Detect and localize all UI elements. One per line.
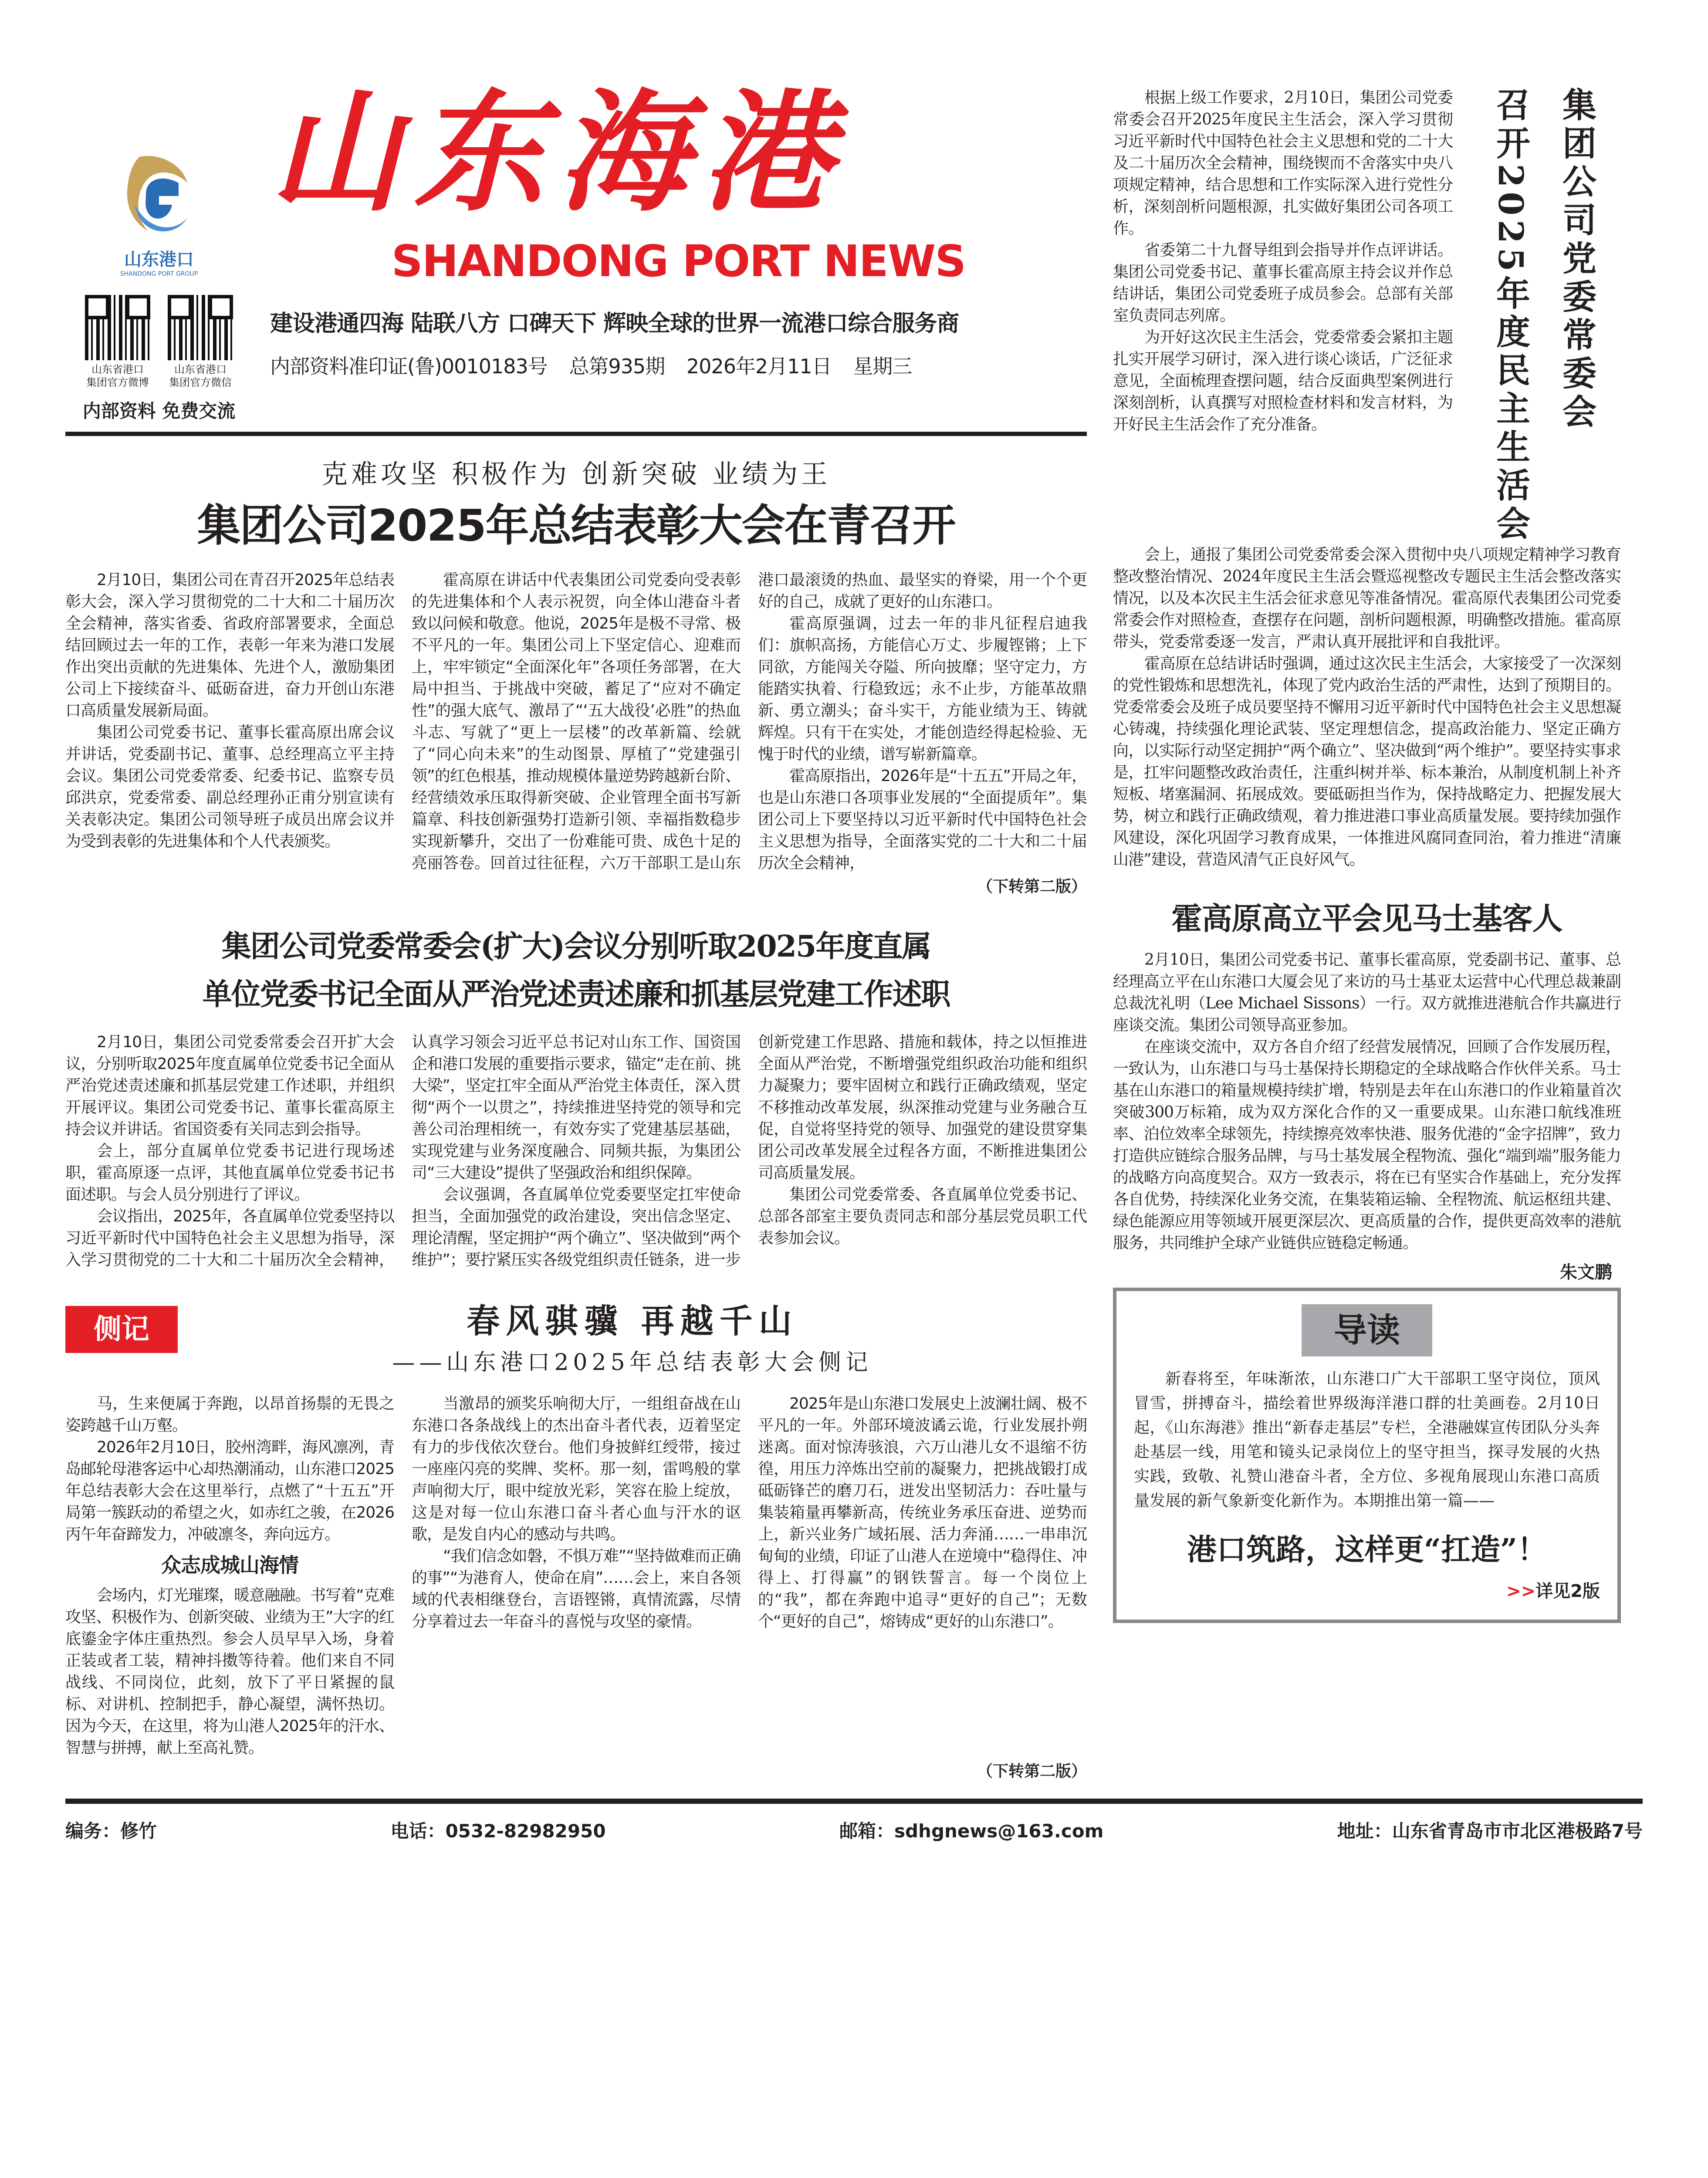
guide-link-text: 详见2版 — [1536, 1581, 1600, 1602]
qr-label-wechat — [168, 363, 233, 389]
side-paragraph: 会上，通报了集团公司党委常委会深入贯彻中央八项规定精神学习教育整改整治情况、2024年度民主生活会暨巡视整改专题民主生活会整改落实情况，以及本次民主生活会征求意见等准备情况。霍高原代表集团公司党委常委会作对照检查，查摆存在问题，剖析问题根源，明确整改措施。霍高原带头，党委常委逐一发言，严肃认真开展批评和自我批评。 — [1113, 546, 1621, 651]
feature-paragraph: 马，生来便属于奔跑，以昂首扬鬃的无畏之姿跨越千山万壑。 — [65, 1395, 394, 1434]
qr-label-line: 山东省港口 — [174, 363, 227, 375]
logo-subtext: SHANDONG PORT GROUP — [120, 271, 198, 277]
sidebar-record-tag: 侧记 — [65, 1306, 178, 1353]
qr-weibo — [85, 295, 150, 389]
side-paragraph: 根据上级工作要求，2月10日，集团公司党委常委会召开2025年度民主生活会，深入学习贯彻习近平新时代中国特色社会主义思想和党的二十大及二十届历次全会精神，围绕锲而不舍落实中央八项规定精神，结合思想和工作实际深入进行党性分析，深刻剖析问题根源，扎实做好集团公司各项工作。 — [1113, 89, 1453, 237]
footer-address: 地址：山东省青岛市市北区港极路7号 — [1337, 1820, 1643, 1842]
maersk-byline: 朱文鹏 — [1560, 1262, 1612, 1283]
footer-email[interactable]: 邮箱：sdhgnews@163.com — [839, 1820, 1104, 1842]
second-article — [65, 923, 1087, 1271]
qr-label-line: 集团官方微信 — [169, 376, 232, 389]
feature-col1 — [65, 1393, 394, 1759]
qr-label-weibo — [85, 363, 150, 389]
shandong-port-logo — [111, 87, 207, 277]
lead-continued-link[interactable]: （下转第二版） — [977, 878, 1087, 896]
logo-text: 山东港口 — [124, 250, 194, 270]
side-headline-col1[interactable]: 集团公司党委常委会 — [1557, 87, 1596, 432]
feature-continued-link[interactable]: （下转第二版） — [977, 1762, 1087, 1780]
left-block — [65, 75, 1087, 1781]
lead-headline[interactable]: 集团公司2025年总结表彰大会在青召开 — [197, 500, 955, 551]
newspaper-title-cn: 山东海港 — [270, 75, 845, 229]
feature-paragraph: 当激昂的颁奖乐响彻大厅，一组组奋战在山东港口各条战线上的杰出奋斗者代表，迈着坚定有力的步伐依次登台。他们身披鲜红绶带，接过一座座闪亮的奖牌、奖杯。那一刻，雷鸣般的掌声响彻大厅，眼中绽放光彩，笑容在脸上绽放，这是对每一位山东港口奋斗者心血与汗水的讴歌，是发自内心的感动与共鸣。 — [412, 1395, 741, 1543]
second-headline-line1[interactable]: 集团公司党委常委会(扩大)会议分别听取2025年度直属 — [221, 929, 931, 964]
maersk-article-body — [1113, 949, 1621, 1254]
guide-link[interactable] — [1134, 1577, 1600, 1602]
guide-text: 新春将至，年味渐浓，山东港口广大干部职工坚守岗位，顶风冒雪，拼搏奋斗，描绘着世界级海洋港口群的壮美画卷。2月10日起，《山东海港》推出“新春走基层”专栏，全港融媒宣传团队分头奔赴基层一线，用笔和镜头记录岗位上的坚守担当，探寻发展的火热实践，致敬、礼赞山港奋斗者，全方位、多视角展现山东港口高质量发展的新气象新变化新作为。本期推出第一篇—— — [1134, 1370, 1600, 1510]
side-article-body-bottom — [1113, 544, 1621, 871]
issue-weekday: 星期三 — [853, 355, 912, 378]
qr-code-wechat-icon[interactable] — [168, 295, 233, 360]
side-article-top — [1113, 87, 1621, 544]
qr-code-weibo-icon[interactable] — [85, 295, 150, 360]
second-headline-line2[interactable]: 单位党委书记全面从严治党述责述廉和抓基层党建工作述职 — [202, 977, 950, 1012]
feature-titles — [178, 1297, 1087, 1380]
lead-paragraph: 霍高原在讲话中代表集团公司党委向受表彰的先进集体和个人表示祝贺，向全体山港奋斗者致以问候和敬意。他说，2025年是极不寻常、极不平凡的一年。集团公司上下坚定信心、迎难而上，牢牢锁定“全面深化年”各项任务部署，在大局中担当、于挑战中突破，蓄足了“应对不确定性”的强大底气、激昂了“‘五大战役’必胜”的热血斗志、写就了“更上一层楼”的改革新篇、绘就了“同心向未来”的生动图景、厚植了“党建强引领”的红色根基，推动规模体量逆势跨越新台阶、经营绩效承压取得新突破、企业管理全面书写新篇章、科技创新强势打造新引领、幸福指数稳步实现新攀升，交出了一份难能可贵、成色十足的亮丽答卷。回首过往征程，六万干部职工是山东港口最滚烫的热血、最坚实的脊梁，用一个个更好的自己，成就了更好的山东港口。 — [412, 571, 1087, 872]
double-arrow-icon: >> — [1506, 1581, 1536, 1602]
second-paragraph: 2月10日，集团公司党委常委会召开扩大会议，分别听取2025年度直属单位党委书记全面从严治党述责述廉和抓基层党建工作述职，并组织开展评议。集团公司党委书记、董事长霍高原主持会议并讲话。省国资委有关同志到会指导。 — [65, 1033, 394, 1138]
feature-paragraph: “我们信念如磐，不惧万难”“坚持做难而正确的事”“为港育人，使命在肩”……会上，来自各领域的代表相继登台，言语铿锵，真情流露，尽情分享着过去一年奋斗的喜悦与攻坚的豪情。 — [412, 1547, 741, 1630]
logo-icon — [122, 152, 196, 244]
maersk-paragraph: 2月10日，集团公司党委书记、董事长霍高原，党委副书记、董事、总经理高立平在山东港口大厦会见了来访的马士基亚太运营中心代理总裁兼副总裁沈礼明（Lee Michael Sissons）一行。双方就推进港航合作共赢进行座谈交流。集团公司领导高亚参加。 — [1113, 951, 1621, 1035]
feature-body — [65, 1393, 1087, 1759]
side-paragraph: 为开好这次民主生活会，党委常委会紧扣主题扎实开展学习研讨，深入进行谈心谈话，广泛征求意见，全面梳理查摆问题，结合反面典型案例进行深刻剖析，认真撰写对照检查材料和发言材料，为开好民主生活会作了充分准备。 — [1113, 328, 1453, 433]
second-paragraph: 会议强调，各直属单位党委要坚定扛牢使命担当，全面加强党的政治建设，突出信念坚定、理论清醒，坚定拥护“两个确立”、坚决做到“两个维护”；要拧紧压实各级党组织责任链条，进一步创新党建工作思路、措施和载体，持之以恒推进全面从严治党，不断增强党组织政治功能和组织力凝聚力；要牢固树立和践行正确政绩观，坚定不移推动改革发展，纵深推动党建与业务融合互促，自觉将坚持党的领导、加强党的建设贯穿集团公司改革发展全过程各方面，不断推进集团公司高质量发展。 — [412, 1033, 1087, 1269]
feature-paragraph: 会场内，灯光璀璨，暖意融融。书写着“克难攻坚、积极作为、创新突破、业绩为王”大字的红底鎏金字体庄重热烈。参会人员早早入场，身着正装或者工装，精神抖擞等待着。他们来自不同战线、不同岗位，此刻，放下了平日紧握的鼠标、对讲机、控制把手，静心凝望，满怀热切。因为今天，在这里，将为山港人2025年的汗水、智慧与拼搏，献上至高礼赞。 — [65, 1586, 394, 1757]
feature-paragraph: 2026年2月10日，胶州湾畔，海风凛冽，青岛邮轮母港客运中心却热潮涌动，山东港口2025年总结表彰大会在这里举行，点燃了“十五五”开局第一簇跃动的希望之火，如赤红之骏，在2026丙午年奋蹄发力，冲破凛冬，奔向远方。 — [65, 1438, 394, 1543]
license-number: 内部资料准印证(鲁)0010183号 — [270, 355, 548, 378]
qr-label-line: 山东省港口 — [91, 363, 144, 375]
side-headline-col2[interactable]: 召开2025年度民主生活会 — [1491, 87, 1530, 544]
qr-label-line: 集团官方微博 — [86, 376, 149, 389]
second-paragraph: 会上，部分直属单位党委书记进行现场述职，霍高原逐一点评，其他直属单位党委书记书面述职。与会人员分别进行了评议。 — [65, 1142, 394, 1204]
second-paragraph: 会议指出，2025年，各直属单位党委坚持以习近平新时代中国特色社会主义思想为指导，深入学习贯彻党的二十大和二十届历次全会精神，认真学习领会习近平总书记对山东工作、国资国企和港口发展的重要指示要求，锚定“走在前、挑大梁”，坚定扛牢全面从严治党主体责任，深入贯彻“两个一以贯之”，持续推进坚持党的领导和完善公司治理相统一，有效夯实了党建基层基础，实现党建与业务深度融合、同频共振，为集团公司“三大建设”提供了坚强政治和组织保障。 — [65, 1033, 741, 1269]
issue-date: 2026年2月11日 — [686, 355, 832, 378]
lead-paragraph: 霍高原指出，2026年是“十五五”开局之年，也是山东港口各项事业发展的“全面提质年”。集团公司上下要坚持以习近平新时代中国特色社会主义思想为指导，全面落实党的二十大和二十届历次全会精神， — [758, 767, 1087, 872]
issue-number: 总第935期 — [569, 355, 665, 378]
footer-editor: 编务：修竹 — [65, 1820, 157, 1842]
second-paragraph: 集团公司党委常委、各直属单位党委书记、总部各部室主要负责同志和部分基层党员职工代表参加会议。 — [758, 1186, 1087, 1247]
lead-kicker: 克难攻坚 积极作为 创新突破 业绩为王 — [321, 459, 831, 490]
newspaper-title-en: SHANDONG PORT NEWS — [391, 236, 966, 287]
issue-meta — [270, 351, 1087, 379]
right-block — [1113, 87, 1621, 1781]
side-paragraph: 省委第二十九督导组到会指导并作点评讲话。集团公司党委书记、董事长霍高原主持会议并作总结讲话，集团公司党委班子成员参会。总部有关部室负责同志列席。 — [1113, 241, 1453, 325]
maersk-headline[interactable]: 霍高原高立平会见马士基客人 — [1171, 900, 1563, 937]
side-headline — [1466, 87, 1621, 544]
feature-headline[interactable]: 春风骐骥 再越千山 — [467, 1302, 798, 1340]
lead-paragraph: 霍高原强调，过去一年的非凡征程启迪我们：旗帜高扬，方能信心万丈、步履铿锵；上下同欲，方能闯关夺隘、所向披靡；坚守定力，方能踏实执着、行稳致远；永不止步，方能革故鼎新、勇立潮头；奋斗实干，方能业绩为王、铸就辉煌。只有干在实处，才能创造经得起检验、无愧于时代的业绩，谱写崭新篇章。 — [758, 615, 1087, 763]
masthead-divider — [65, 432, 1087, 436]
masthead-slogan: 建设港通四海 陆联八方 口碑天下 辉映全球的世界一流港口综合服务商 — [270, 311, 959, 337]
footer-phone: 电话：0532-82982950 — [390, 1820, 606, 1842]
masthead-right — [270, 75, 1087, 423]
lead-paragraph: 集团公司党委书记、董事长霍高原出席会议并讲话，党委副书记、董事、总经理高立平主持会议。集团公司党委常委、纪委书记、监察专员邱洪京，党委常委、副总经理孙正甫分别宣读有关表彰决定。集团公司领导班子成员出席会议并为受到表彰的先进集体和个人代表颁奖。 — [65, 724, 394, 850]
guide-box — [1113, 1288, 1621, 1623]
lead-article-body — [65, 569, 1087, 874]
side-article-body-top — [1113, 87, 1453, 544]
maersk-paragraph: 在座谈交流中，双方各自介绍了经营发展情况，回顾了合作发展历程，一致认为，山东港口与马士基保持长期稳定的全球战略合作伙伴关系。马士基在山东港口的箱量规模持续扩增，特别是去年在山东港口的作业箱量首次突破300万标箱，成为双方深化合作的又一重要成果。山东港口航线准班率、泊位效率全球领先，持续擦亮效率快港、服务优港的“金字招牌”，致力打造供应链综合服务品牌，与马士基发展全程物流、强化“端到端”服务能力的战略方向高度契合。双方一致表示，将在已有坚实合作基础上，充分发挥各自优势，持续深化业务交流，在集装箱运输、全程物流、航运枢纽共建、绿色能源应用等领域开展更深层次、更高质量的合作，提供更高效率的港航服务，共同维护全球产业链供应链稳定畅通。 — [1113, 1038, 1621, 1252]
feature-col23 — [412, 1393, 1087, 1759]
feature-header — [65, 1297, 1087, 1380]
footer-divider — [65, 1799, 1643, 1804]
second-article-body — [65, 1032, 1087, 1271]
masthead — [65, 75, 1087, 423]
footer — [0, 1804, 1708, 1869]
qr-wechat — [168, 295, 233, 389]
feature-subheadline: ——山东港口2025年总结表彰大会侧记 — [392, 1349, 873, 1376]
masthead-left — [65, 87, 253, 423]
side-paragraph: 霍高原在总结讲话时强调，通过这次民主生活会，大家接受了一次深刻的党性锻炼和思想洗礼，体现了党内政治生活的严肃性，达到了预期目的。党委常委会及班子成员要坚持不懈用习近平新时代中国特色社会主义思想凝心铸魂，持续强化理论武装、坚定理想信念，提高政治能力、坚定正确方向，以实际行动坚定拥护“两个确立”、坚决做到“两个维护”。要坚持实事求是，扛牢问题整改政治责任，注重纠树并举、标本兼治，从制度机制上补齐短板、堵塞漏洞、拓展成效。要砥砺担当作为，保持战略定力、把握发展大势，树立和践行正确政绩观，着力推进港口事业高质量发展。要持续加强作风建设，深化巩固学习教育成果，一体推进风腐同查同治，着力推进“清廉山港”建设，营造风清气正良好风气。 — [1113, 655, 1621, 869]
guide-tag: 导读 — [1302, 1304, 1432, 1356]
lead-paragraph: 2月10日，集团公司在青召开2025年总结表彰大会，深入学习贯彻党的二十大和二十届历次全会精神，落实省委、省政府部署要求，全面总结回顾过去一年的工作，表彰一年来为港口发展作出突出贡献的先进集体、先进个人，激励集团公司上下接续奋斗、砥砺奋进，奋力开创山东港口高质量发展新局面。 — [65, 571, 394, 720]
feature-section-title: 众志成城山海情 — [161, 1553, 298, 1577]
feature-paragraph: 2025年是山东港口发展史上波澜壮阔、极不平凡的一年。外部环境波谲云诡，行业发展扑朔迷离。面对惊涛骇浪，六万山港儿女不退缩不彷徨，用压力淬炼出空前的凝聚力，把挑战锻打成砥砺锋芒的磨刀石，迸发出坚韧活力：吞吐量与集装箱量再攀新高，传统业务承压奋进、逆势而上，新兴业务广域拓展、活力奔涌……一串串沉甸甸的业绩，印证了山港人在逆境中“稳得住、冲得上、打得赢”的钢铁誓言。每一个岗位上的“我”，都在奔跑中追寻“更好的自己”；无数个“更好的自己”，熔铸成“更好的山东港口”。 — [758, 1395, 1087, 1630]
qr-codes — [85, 295, 233, 389]
guide-headline[interactable]: 港口筑路，这样更“扛造”！ — [1187, 1532, 1547, 1568]
free-note: 内部资料 免费交流 — [82, 400, 236, 422]
